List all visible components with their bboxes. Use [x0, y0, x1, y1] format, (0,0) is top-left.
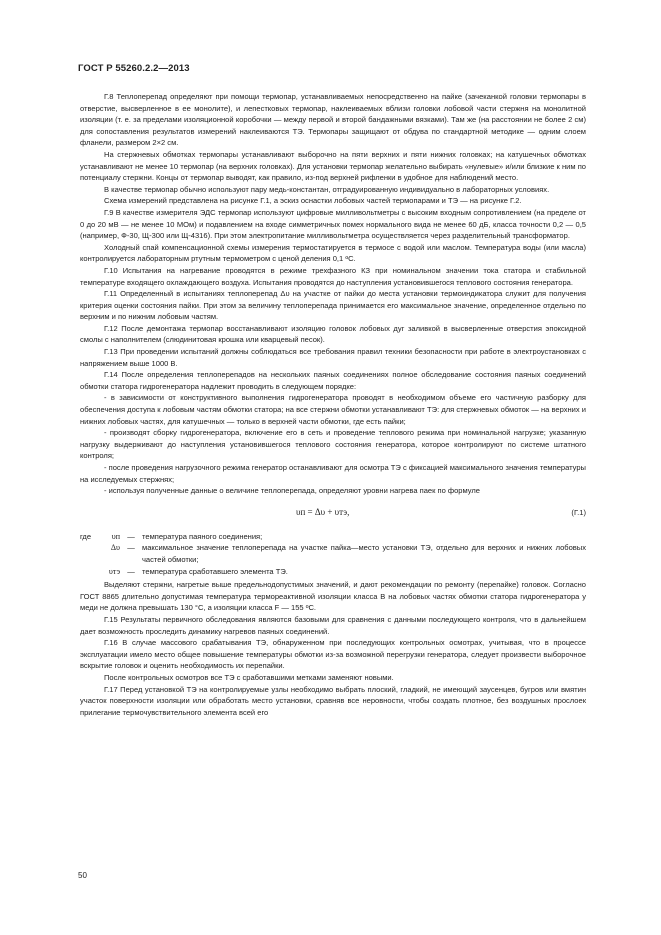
formula-expression: υп = Δυ + υтэ, [296, 506, 350, 517]
list-item: - в зависимости от конструктивного выполнения гидрогенератора проводят в необходимом объеме его частичную разборку для обеспечения доступа к лобовым частям обмотки статора; на все стержни обмотки устанавливают ТЭ: для стержневых обмоток — на верхних и нижних лобовых частях, для катушечных — только в верхней части обмотки, где есть пайки; [80, 393, 586, 426]
paragraph: Г.11 Определенный в испытаниях теплоперепад Δυ на участке от пайки до места установки термоиндикатора служит для получения критерия оценки состояния пайки. При этом за величину теплоперепада принимается его максимальное значение, определенное отдельно по верхним и по нижним лобовым частям. [80, 289, 586, 322]
legend-row [80, 542, 586, 565]
document-body [80, 91, 586, 718]
where-lead: где [80, 531, 92, 541]
standard-header: ГОСТ Р 55260.2.2—2013 [78, 63, 190, 74]
legend-text: максимальное значение теплоперепада на участке пайка—место установки ТЭ, отдельно для верхних и нижних лобовых частей обмотки; [142, 543, 586, 564]
formula-g1 [80, 503, 586, 525]
legend-symbol: υтэ [108, 566, 120, 576]
paragraphs-bottom [80, 579, 586, 718]
paragraph: На стержневых обмотках термопары устанавливают выборочно на пяти верхних и пяти нижних головках; на катушечных обмотках устанавливают не менее 10 термопар (на верхних головках). Для установки термопар желательно выбирать «нулевые» и/или близкие к ним по потенциалу стержни. Концы от термопар выводят, как правило, из-под верхней рифленки в удобное для наблюдений место. [80, 149, 586, 183]
paragraph: Г.8 Теплоперепад определяют при помощи термопар, устанавливаемых непосредственно на пайке (зачеканкой головки термопары в отверстие, высверленное в ее монолите), и лепестковых термопар, наклеиваемых вблизи головки лобовой части стержня на монолитной изоляции (т. е. за пределами изоляционной коробочки — между первой и второй бандажными вязками). Там же (на расстоянии не более 2 см) для сопоставления результатов измерений наклеиваются ТЭ. Термопары защищают от обдува по стандартной методике — одним слоем фланели, размером 2×2 см. [80, 92, 586, 148]
paragraph: После контрольных осмотров все ТЭ с сработавшими метками заменяют новыми. [104, 672, 394, 682]
list-item: - используя полученные данные о величине теплоперепада, определяют уровни нагрева паек по формуле [104, 486, 480, 496]
paragraph: В качестве термопар обычно используют пару медь-константан, отградуированную индивидуально в лабораторных условиях. [104, 184, 550, 194]
legend-text: температура паяного соединения; [142, 531, 263, 541]
paragraph: Г.10 Испытания на нагревание проводятся в режиме трехфазного КЗ при номинальном значении тока статора и стабильной температуре входящего охлаждающего воздуха. Испытания проводятся до наступления установившегося теплового состояния генератора. [80, 265, 586, 287]
paragraph: Г.9 В качестве измерителя ЭДС термопар используют цифровые милливольтметры с высоким входным сопротивлением (на пределе от 0 до 20 мВ — не менее 10 МОм) и подавлением на входе симметричных помех нормального вида не менее 60 дБ, класса точности 0,2 — 0,5 (например, Ф-30, Щ-300 или Щ-4316). При этом электропитание милливольтметра осуществляется через разделительный трансформатор. [80, 207, 586, 241]
paragraph: Г.12 После демонтажа термопар восстанавливают изоляцию головок лобовых дуг заливкой в высверленные отверстия эпоксидной смолы с наполнителем (слюдинитовая крошка или кварцевый песок). [80, 323, 586, 345]
formula-number: (Г.1) [571, 507, 586, 517]
legend-dash: — [127, 543, 135, 553]
paragraph: Г.17 Перед установкой ТЭ на контролируемые узлы необходимо выбрать плоский, гладкий, не имеющий заусенцев, бугров или вмятин участок поверхности изоляции или обработать место установки, сравняв все неровности, чтобы создать плотное, без воздушных прослоек прилегание термочувствительного элемента всей его [80, 684, 586, 717]
paragraph: Г.15 Результаты первичного обследования являются базовыми для сравнения с данными последующего контроля, что в дальнейшем дает возможность проследить динамику нагревов паяных соединений. [80, 614, 586, 636]
legend-row [80, 531, 586, 543]
legend-symbol: Δυ [110, 543, 120, 553]
paragraph: Схема измерений представлена на рисунке Г.1, а эскиз оснастки лобовых частей термопарами и ТЭ — на рисунке Г.2. [104, 196, 522, 206]
list-item: - производят сборку гидрогенератора, включение его в сеть и проведение теплового режима при номинальной нагрузке; указанную нагрузку выдерживают до наступления установившегося теплового состояния генератора, которое контролируют по системе штатного контроля; [80, 428, 586, 461]
paragraphs-top [80, 91, 586, 497]
page-number: 50 [78, 871, 87, 880]
legend-row [80, 566, 586, 578]
paragraph: Г.14 После определения теплоперепадов на нескольких паяных соединениях полное обследование состояния паяных соединений обмотки статора гидрогенератора надлежит проводить в следующем порядке: [80, 370, 586, 391]
paragraph: Выделяют стержни, нагретые выше предельнодопустимых значений, и дают рекомендации по ремонту (перепайке) головок. Согласно ГОСТ 8865 длительно допустимая температура термореактивной изоляции класса В на лобовых частях обмотки статора гидрогенератора у меди не должна превышать 130 °С, а изоляции класса F — 155 ºС. [80, 580, 586, 613]
legend-text: температура сработавшего элемента ТЭ. [142, 566, 288, 576]
paragraph: Г.13 При проведении испытаний должны соблюдаться все требования правил техники безопасности при работе в электроустановках с напряжением выше 1000 В. [80, 347, 586, 368]
legend-symbol: υп [111, 531, 120, 541]
where-legend [80, 531, 586, 577]
paragraph: Г.16 В случае массового срабатывания ТЭ, обнаруженном при последующих контрольных осмотрах, учитывая, что в процессе эксплуатации имело место общее повышение температуры обмотки из-за возможной перегрузки генератора, следует произвести выборочное вскрытие головок и оценить необходимость их перепайки. [80, 638, 586, 671]
legend-dash: — [127, 566, 135, 576]
list-item: - после проведения нагрузочного режима генератор останавливают для осмотра ТЭ с фиксацией максимального значения температуры на исследуемых стержнях; [80, 463, 586, 484]
legend-dash: — [127, 531, 135, 541]
paragraph: Холодный спай компенсационной схемы измерения термостатируется в термосе с водой или маслом. Температура воды (или масла) контролируется лабораторным ртутным термометром с ценой деления 0,1 ºС. [80, 242, 586, 264]
